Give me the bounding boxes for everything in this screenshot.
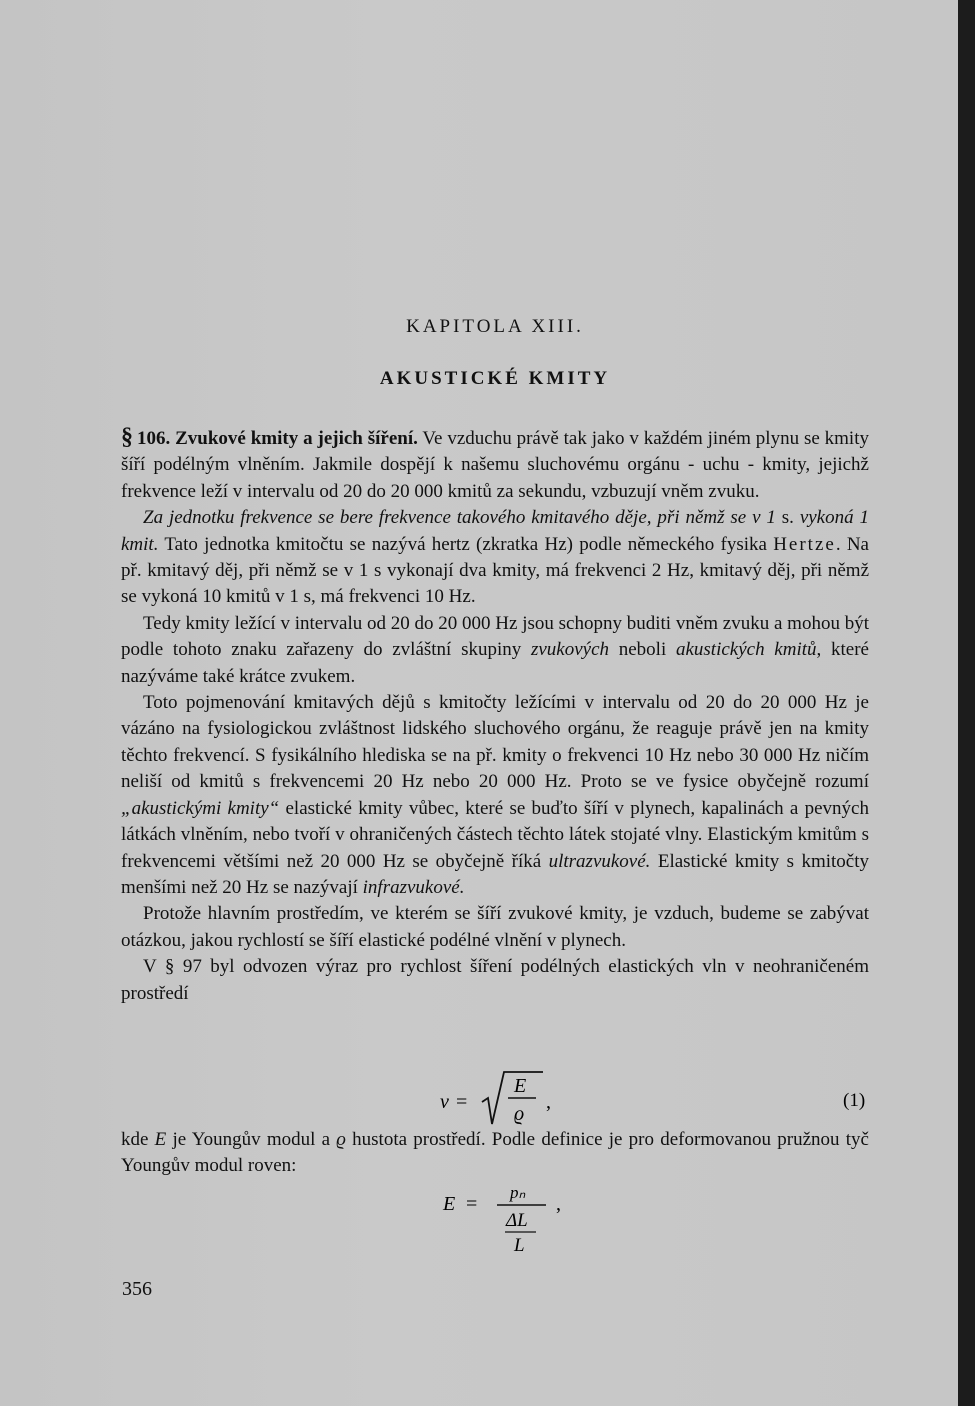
paragraph-7 bbox=[121, 1127, 869, 1180]
page-edge-shadow bbox=[958, 0, 975, 1406]
eq1-denominator: ϱ bbox=[514, 1103, 525, 1125]
term-zvukovych: zvukových bbox=[530, 639, 610, 661]
body-text bbox=[121, 424, 869, 1007]
chapter-title: AKUSTICKÉ KMITY bbox=[379, 368, 611, 389]
paragraph-3 bbox=[121, 611, 869, 690]
paragraph-2-text: Tato jednotka kmitočtu se nazývá hertz (zkratka Hz) podle německého fysika bbox=[158, 533, 774, 555]
paragraph-2 bbox=[121, 505, 869, 611]
eq1-numerator: E bbox=[514, 1075, 527, 1097]
equation-2 bbox=[0, 1178, 958, 1258]
eq1-lhs: v bbox=[440, 1091, 449, 1113]
section-mark: § bbox=[121, 424, 133, 450]
eq2-equals: = bbox=[466, 1193, 478, 1215]
paragraph-7-text: kde bbox=[121, 1129, 155, 1150]
person-name: Hertze bbox=[773, 533, 836, 555]
eq1-equals: = bbox=[456, 1091, 468, 1113]
chapter-heading: KAPITOLA XIII. bbox=[406, 316, 584, 337]
paragraph-3-text: Tedy kmity ležící v intervalu od 20 do 20 000 Hz jsou schopny buditi vněm zvuku a mohou být podle tohoto znaku zařazeny do zvláštní skupiny bbox=[121, 612, 869, 661]
eq2-comma: , bbox=[556, 1193, 561, 1215]
section-heading-text: 106. Zvukové kmity a jejich šíření. bbox=[137, 428, 418, 449]
eq2-delta-L: ΔL bbox=[506, 1210, 528, 1231]
paragraph-4-text-mid: elastické kmity vůbec, které se buďto šíří v plynech, kapalinách a pevných látkách vlněním, nebo tvoří v ohraničených částech těchto látek stojaté vlny. Elastickým kmitům s frekvencemi většími než 20 000 Hz se obyčejně říká bbox=[121, 797, 869, 872]
paragraph-4-text-mid2: Elastické kmity s kmitočty menšími než 20 Hz se nazývají bbox=[121, 850, 869, 898]
paragraph-4 bbox=[121, 690, 869, 901]
eq2-numerator: pₙ bbox=[510, 1183, 526, 1202]
paragraph-7-text-mid: je Youngův modul a bbox=[166, 1129, 337, 1150]
term-ultrazvukove: ultrazvukové. bbox=[548, 850, 651, 872]
section-heading bbox=[121, 424, 418, 450]
paragraph-3-text-mid: neboli bbox=[609, 639, 676, 661]
definition-unit: s. bbox=[775, 507, 800, 529]
paragraph-1-text: Ve vzduchu právě tak jako v každém jiném plynu se kmity šíří podélným vlněním. Jakmile dospějí k našemu sluchovému orgánu - uchu - kmity, jejichž frekvence leží v intervalu od 20 do 20 000 kmitů za sekundu, vzbuzují vněm zvuku. bbox=[121, 428, 869, 502]
paragraph-3-text-end: , které nazýváme také krátce zvukem. bbox=[121, 639, 869, 687]
symbol-rho: ϱ bbox=[336, 1129, 346, 1150]
eq1-label: (1) bbox=[843, 1090, 866, 1111]
paragraph-1 bbox=[121, 424, 869, 505]
paragraph-6: V § 97 byl odvozen výraz pro rychlost šíření podélných elastických vln v neohraničeném prostředí bbox=[121, 956, 869, 1004]
eq1-comma: , bbox=[546, 1091, 551, 1113]
paragraph-5: Protože hlavním prostředím, ve kterém se šíří zvukové kmity, je vzduch, budeme se zabývat otázkou, jakou rychlostí se šíří elastické podélné vlnění v plynech. bbox=[121, 903, 869, 951]
term-akustickych: akustických kmitů bbox=[675, 639, 817, 661]
paragraph-2-text-end: . Na př. kmitavý děj, při němž se v 1 s vykonají dva kmity, má frekvenci 2 Hz, kmitavý děj, při němž se vykoná 10 kmitů v 1 s, má frekvenci 10 Hz. bbox=[121, 533, 869, 608]
page-number: 356 bbox=[122, 1278, 152, 1300]
eq2-lhs: E bbox=[443, 1193, 456, 1215]
eq2-L: L bbox=[514, 1235, 525, 1256]
equation-1 bbox=[0, 1068, 958, 1130]
symbol-E: E bbox=[154, 1129, 167, 1150]
definition-italic-end: vykoná 1 kmit. bbox=[121, 507, 869, 555]
paragraph-4-text: Toto pojmenování kmitavých dějů s kmitočty ležícími v intervalu od 20 do 20 000 Hz je vázáno na fysiologickou zvláštnost lidského sluchového orgánu, že reaguje právě jen na kmity těchto frekvencí. S fysikálního hlediska se na př. kmity o frekvenci 10 Hz nebo 30 000 Hz ničím neliší od kmitů s frekvencemi 20 Hz nebo 20 000 Hz. Proto se ve fysice obyčejně rozumí bbox=[121, 692, 869, 793]
term-infrazvukove: infrazvukové. bbox=[362, 876, 465, 898]
definition-italic: Za jednotku frekvence se bere frekvence takového kmitavého děje, při němž se v 1 bbox=[143, 507, 776, 529]
term-akusticke-kmity: „akustickými kmity“ bbox=[121, 797, 280, 819]
paragraph-7-text-end: hustota prostředí. Podle definice je pro deformovanou pružnou tyč Youngův modul roven: bbox=[121, 1129, 869, 1177]
body-text-2 bbox=[121, 1127, 869, 1180]
